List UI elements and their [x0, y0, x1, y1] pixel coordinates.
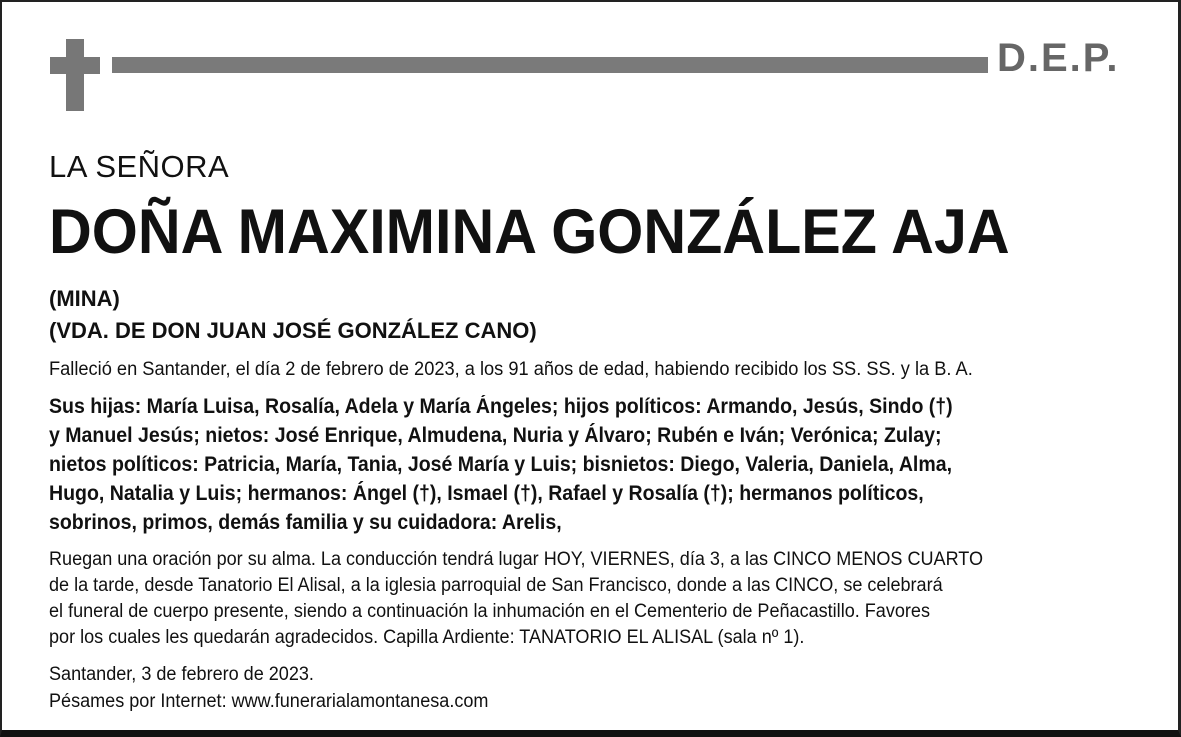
place-date: Santander, 3 de febrero de 2023.: [49, 664, 314, 685]
cross-icon-horizontal: [50, 57, 100, 74]
family-line: nietos políticos: Patricia, María, Tania, José María y Luis; bisnietos: Diego, Valeria, Daniela, Alma,: [49, 453, 953, 476]
condolences-link[interactable]: Pésames por Internet: www.funerarialamontanesa.com: [49, 691, 489, 712]
service-line: por los cuales les quedarán agradecidos. Capilla Ardiente: TANATORIO EL ALISAL (sala nº 1).: [49, 627, 805, 648]
service-line: de la tarde, desde Tanatorio El Alisal, a la iglesia parroquial de San Francisco, donde a las CINCO, se celebrará: [49, 575, 943, 596]
family-line: sobrinos, primos, demás familia y su cuidadora: Arelis,: [49, 511, 562, 534]
service-details: [49, 547, 1113, 651]
family-line: Sus hijas: María Luisa, Rosalía, Adela y María Ángeles; hijos políticos: Armando, Jesús, Sindo (†): [49, 395, 953, 418]
deceased-alias: (MINA): [49, 286, 120, 311]
family-line: y Manuel Jesús; nietos: José Enrique, Almudena, Nuria y Álvaro; Rubén e Iván; Verónica; Zulay;: [49, 424, 942, 447]
family-list: [49, 392, 1091, 537]
deceased-name: DOÑA MAXIMINA GONZÁLEZ AJA: [49, 197, 1010, 267]
service-line: Ruegan una oración por su alma. La conducción tendrá lugar HOY, VIERNES, día 3, a las CINCO MENOS CUARTO: [49, 549, 984, 570]
dep-label: D.E.P.: [997, 36, 1120, 80]
salutation: LA SEÑORA: [49, 149, 230, 184]
cross-icon-vertical: [66, 39, 84, 111]
widow-of: (VDA. DE DON JUAN JOSÉ GONZÁLEZ CANO): [49, 318, 537, 343]
header-rule: [112, 57, 988, 73]
death-notice: Falleció en Santander, el día 2 de febrero de 2023, a los 91 años de edad, habiendo recibido los SS. SS. y la B. A.: [49, 359, 973, 380]
service-line: el funeral de cuerpo presente, siendo a continuación la inhumación en el Cementerio de Peñacastillo. Favores: [49, 601, 930, 622]
family-line: Hugo, Natalia y Luis; hermanos: Ángel (†), Ismael (†), Rafael y Rosalía (†); hermanos políticos,: [49, 482, 924, 505]
